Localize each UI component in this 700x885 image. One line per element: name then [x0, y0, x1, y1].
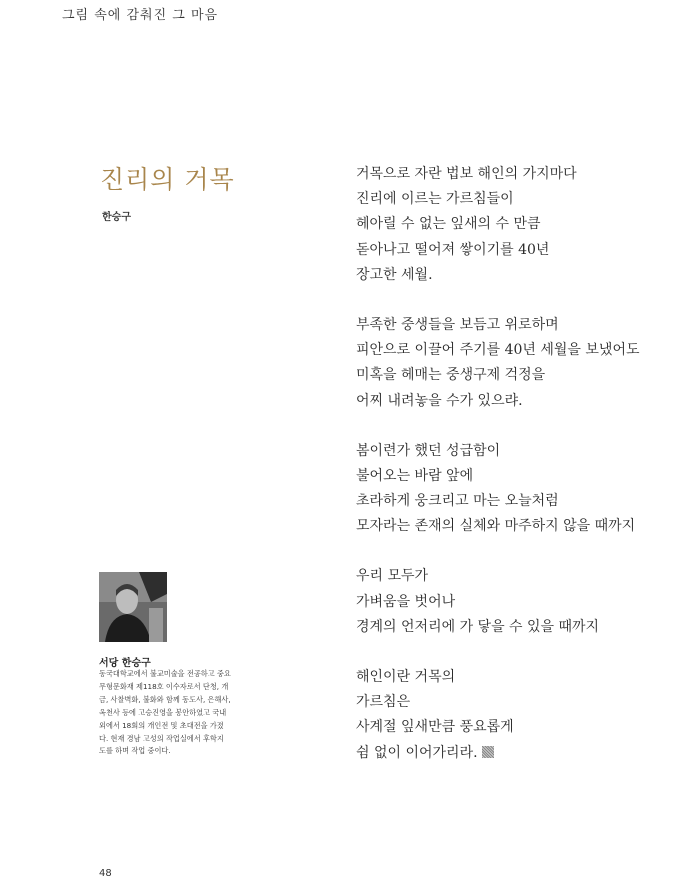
poem-line: 거목으로 자란 법보 해인의 가지마다	[356, 166, 577, 182]
poem-line: 봄이련가 했던 성급함이	[356, 442, 501, 459]
poem-line: 초라하게 웅크리고 마는 오늘처럼	[356, 493, 559, 510]
poem-line: 장고한 세월.	[356, 266, 433, 283]
bio-line: 다. 현재 경남 고성의 작업실에서 후학지	[99, 733, 224, 743]
stanza	[356, 667, 686, 768]
author-photo	[99, 572, 167, 642]
poem-line: 모자라는 존재의 실체와 마주하지 않을 때까지	[356, 518, 636, 535]
stanza	[356, 164, 686, 290]
poem-line: 진리에 이르는 가르침들이	[356, 191, 514, 208]
poem-line: 어찌 내려놓을 수가 있으랴.	[356, 392, 523, 409]
bio-line: 외에서 18회의 개인전 및 초대전을 가졌	[99, 720, 224, 730]
page-number: 48	[99, 868, 112, 879]
poem-line: 돋아나고 떨어져 쌓이기를 40년	[356, 241, 550, 258]
poem-line: 우리 모두가	[356, 568, 429, 585]
poem-line: 해인이란 거목의	[356, 669, 456, 685]
poem-line: 불어오는 바람 앞에	[356, 467, 474, 484]
bio-text	[99, 668, 247, 758]
author-portrait-image	[99, 572, 167, 642]
poem-line: 사계절 잎새만큼 풍요롭게	[356, 719, 514, 736]
poem-line-text: 쉼 없이 이어가리라.	[356, 744, 478, 761]
poem-body	[356, 164, 686, 793]
poem-title: 진리의 거목	[100, 165, 235, 194]
poem-line: 미혹을 헤매는 중생구제 걱정을	[356, 367, 546, 384]
poem-line: 부족한 중생들을 보듬고 위로하며	[356, 316, 559, 333]
bio-line: 무형문화재 제118호 이수자로서 단청, 개	[99, 681, 229, 691]
end-mark-icon	[482, 746, 494, 758]
bio-line: 금, 사찰벽화, 불화와 함께 동도사, 은해사,	[99, 694, 231, 704]
poem-line: 가벼움을 벗어나	[356, 593, 456, 610]
stanza	[356, 315, 686, 416]
poem-line: 가르침은	[356, 694, 411, 711]
poem-line: 경계의 언저리에 가 닿을 수 있을 때까지	[356, 618, 600, 635]
poem-line: 피안으로 이끌어 주기를 40년 세월을 보냈어도	[356, 342, 640, 359]
bio-line: 동국대학교에서 불교미술을 전공하고 중요	[99, 669, 231, 678]
poem-author: 한승구	[102, 212, 131, 223]
stanza	[356, 441, 686, 542]
poem-line: 헤아릴 수 없는 잎새의 수 만큼	[356, 216, 541, 233]
bio-line: 옥천사 등에 고승진영을 봉안하였고 국내	[99, 707, 227, 717]
bio-name: 서당 한승구	[99, 658, 151, 669]
poem-line-last	[356, 743, 686, 768]
running-head: 그림 속에 감춰진 그 마음	[62, 8, 219, 23]
stanza	[356, 566, 686, 642]
bio-line: 도를 하며 작업 중이다.	[99, 746, 171, 756]
